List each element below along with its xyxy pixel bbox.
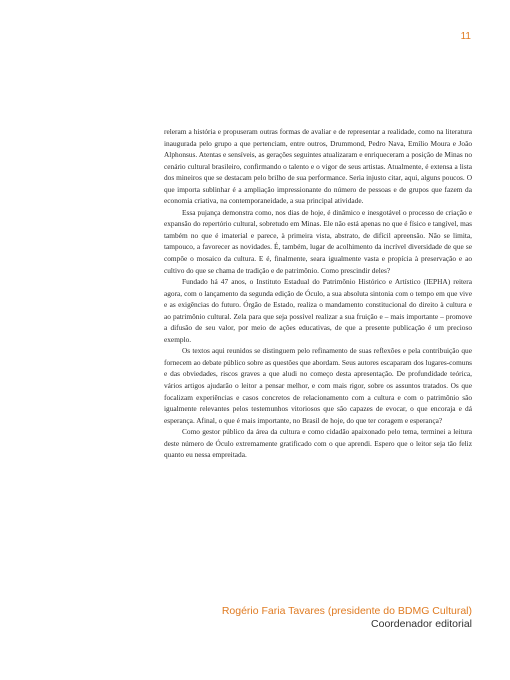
page-number: 11 <box>460 31 471 42</box>
paragraph: Fundado há 47 anos, o Instituto Estadual do Patrimônio Histórico e Artístico (IEPHA) reitera agora, com o lançamento da segunda edição de Óculo, a sua absoluta sintonia com o tempo em que vive e as exigências do futuro. Órgão de Estado, realiza o mandamento constitucional do direito à cultura e ao patrimônio cultural. Zela para que seja possível realizar a sua fruição e – mais importante – promove a difusão de seu valor, por meio de ações educativas, de que a presente publicação é um precioso exemplo. <box>164 277 472 344</box>
signature-block <box>222 605 472 631</box>
body-text <box>164 126 472 461</box>
signature-name: Rogério Faria Tavares (presidente do BDMG Cultural) <box>221 605 472 617</box>
signature-role: Coordenador editorial <box>371 618 472 630</box>
paragraph: Como gestor público da área da cultura e como cidadão apaixonado pelo tema, terminei a leitura deste número de Óculo extremamente gratificado com o que aprendi. Espero que o leitor seja tão feliz quanto eu nessa empreitada. <box>164 427 472 460</box>
paragraph: Essa pujança demonstra como, nos dias de hoje, é dinâmico e inesgotável o processo de criação e expansão do repertório cultural, sobretudo em Minas. Ele não está apenas no que é físico e tangível, mas também no que é imaterial e parece, à primeira vista, abstrato, de difícil apreensão. Não se limita, tampouco, a favorecer as novidades. É, também, lugar de acolhimento da incrível diversidade de que se compõe o mosaico da cultura. E é, finalmente, seara igualmente vasta e propícia à preservação e ao cultivo do que se chama de tradição e de patrimônio. Como prescindir deles? <box>164 207 472 275</box>
paragraph: releram a história e propuseram outras formas de avaliar e de representar a realidade, como na literatura inaugurada pelo grupo a que pertenciam, entre outros, Drummond, Pedro Nava, Emílio Moura e João Alphonsus. Atentas e sensíveis, as gerações seguintes atualizaram e enriqueceram a posição de Minas no cenário cultural brasileiro, confirmando o talento e o vigor de seus artistas. Atualmente, é extensa a lista dos mineiros que se destacam pelo brilho de sua performance. Seria injusto citar, aqui, alguns poucos. O que importa sublinhar é a ampliação impressionante do número de pessoas e de grupos que fazem da economia criativa, na contemporaneidade, a sua principal atividade. <box>164 127 472 206</box>
paragraph: Os textos aqui reunidos se distinguem pelo refinamento de suas reflexões e pela contribuição que fornecem ao debate público sobre as questões que abordam. Seus autores escaparam dos lugares-comuns e das obviedades, riscos graves a que aludi no começo desta apresentação. De profundidade teórica, vários artigos ajudarão o leitor a pensar melhor, e com mais rigor, sobre os assuntos tratados. Os que focalizam experiências e casos concretos de relacionamento com a cultura e com o patrimônio são igualmente relevantes pelos testemunhos vitoriosos que são capazes de evocar, o que encoraja e dá esperança. Afinal, o que é mais importante, no Brasil de hoje, do que ter coragem e esperança? <box>164 346 472 425</box>
